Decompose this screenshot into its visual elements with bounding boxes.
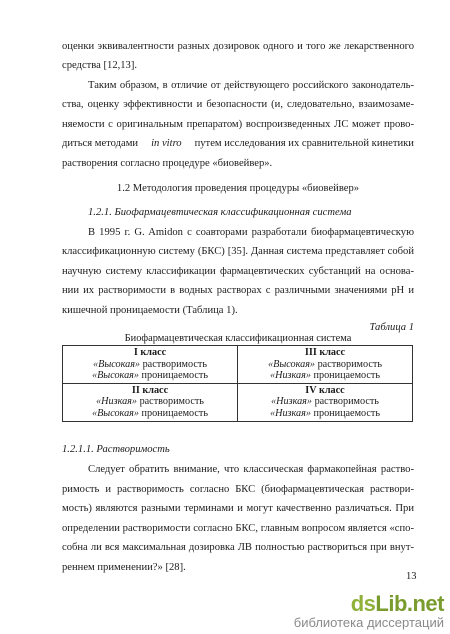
text-line bbox=[62, 137, 414, 150]
text-line: научную систему классификации фармацевтических субстанций на основа- bbox=[62, 266, 414, 277]
subsection-heading: 1.2.1. Биофармацевтическая классификационная система bbox=[88, 207, 352, 218]
cell-text: проницаемость bbox=[310, 407, 380, 419]
text-line: оценки эквивалентности разных дозировок одного и того же лекарственного bbox=[62, 41, 414, 52]
cell-text: проницаемость bbox=[310, 370, 380, 382]
text-line: няемости с оригинальным препаратом) воспроизведенных ЛС может прово- bbox=[62, 119, 414, 130]
text-line: реннем применении?» [28]. bbox=[62, 562, 186, 573]
table-row bbox=[63, 383, 413, 421]
text-line: средства [12,13]. bbox=[62, 60, 138, 71]
class-title: IV класс bbox=[305, 384, 345, 396]
cell-em: «Высокая» bbox=[91, 370, 139, 382]
cell-text: растворимость bbox=[312, 396, 379, 408]
table-label: Таблица 1 bbox=[369, 322, 414, 333]
cell-line bbox=[240, 359, 410, 371]
cell-text: растворимость bbox=[140, 358, 207, 370]
subsubsection-heading: 1.2.1.1. Растворимость bbox=[62, 444, 170, 455]
table-cell bbox=[63, 383, 238, 421]
watermark-logo-main: Lib.net bbox=[375, 591, 444, 616]
page-number: 13 bbox=[406, 571, 417, 582]
bcs-table bbox=[62, 345, 413, 422]
text-line: определении растворимости согласно БКС, главным вопросом является «спо- bbox=[62, 523, 414, 534]
cell-em: «Низкая» bbox=[270, 370, 311, 382]
text-span: диться методами bbox=[62, 138, 139, 149]
cell-em: «Низкая» bbox=[271, 396, 313, 408]
text-line: Следует обратить внимание, что классическая фармакопейная раство- bbox=[88, 464, 414, 475]
text-line: собна ли вся максимальная дозировка ЛВ полностью раствориться при внут- bbox=[62, 542, 414, 553]
text-line: В 1995 г. G. Amidon с соавторами разработали биофармацевтическую bbox=[88, 227, 414, 238]
text-line: ства, оценку эффективности и безопасности (и, следовательно, взаимозаме- bbox=[62, 99, 414, 110]
class-title: I класс bbox=[133, 347, 167, 358]
class-title: III класс bbox=[304, 347, 346, 358]
text-line: римость и растворимость согласно БКС (биофармацевтическая раствори- bbox=[62, 484, 414, 495]
text-line: мость) являются разными терминами и могут качественно различаться. При bbox=[62, 503, 414, 514]
text-line: классификационную систему (БКС) [35]. Данная система представляет собой bbox=[62, 246, 414, 257]
text-span: путем исследования их сравнительной кинетики bbox=[194, 138, 414, 149]
text-line: нии их растворимости в водных растворах с различными значениями pH и bbox=[62, 285, 414, 296]
cell-em: «Низкая» bbox=[96, 396, 138, 408]
text-span-italic: in vitro bbox=[151, 138, 182, 149]
text-line: растворения согласно процедуре «биовейвер». bbox=[62, 158, 273, 169]
cell-line bbox=[65, 359, 235, 371]
watermark-subtitle: библиотека диссертаций bbox=[293, 615, 444, 630]
watermark-logo bbox=[294, 593, 444, 615]
class-title: II класс bbox=[131, 384, 169, 396]
cell-line bbox=[65, 408, 235, 420]
table-cell bbox=[63, 346, 238, 384]
cell-em: «Высокая» bbox=[91, 407, 139, 419]
cell-line bbox=[65, 396, 235, 408]
cell-line bbox=[240, 370, 410, 382]
table-caption: Биофармацевтическая классификационная система bbox=[124, 333, 352, 344]
cell-em: «Низкая» bbox=[270, 407, 311, 419]
watermark bbox=[294, 593, 444, 630]
cell-em: «Высокая» bbox=[268, 358, 316, 370]
text-line: кишечной проницаемости (Таблица 1). bbox=[62, 305, 238, 316]
cell-text: растворимость bbox=[315, 358, 382, 370]
cell-text: проницаемость bbox=[139, 370, 208, 382]
cell-line bbox=[240, 396, 410, 408]
section-heading: 1.2 Методология проведения процедуры «биовейвер» bbox=[116, 183, 360, 194]
cell-text: проницаемость bbox=[139, 407, 208, 419]
cell-line bbox=[240, 408, 410, 420]
table-cell bbox=[238, 383, 413, 421]
table-row bbox=[63, 346, 413, 384]
watermark-logo-prefix: ds bbox=[350, 591, 376, 616]
cell-text: растворимость bbox=[137, 396, 204, 408]
cell-em: «Высокая» bbox=[93, 358, 141, 370]
cell-line bbox=[65, 370, 235, 382]
text-line: Таким образом, в отличие от действующего российского законодатель- bbox=[88, 80, 414, 91]
table-cell bbox=[238, 346, 413, 384]
